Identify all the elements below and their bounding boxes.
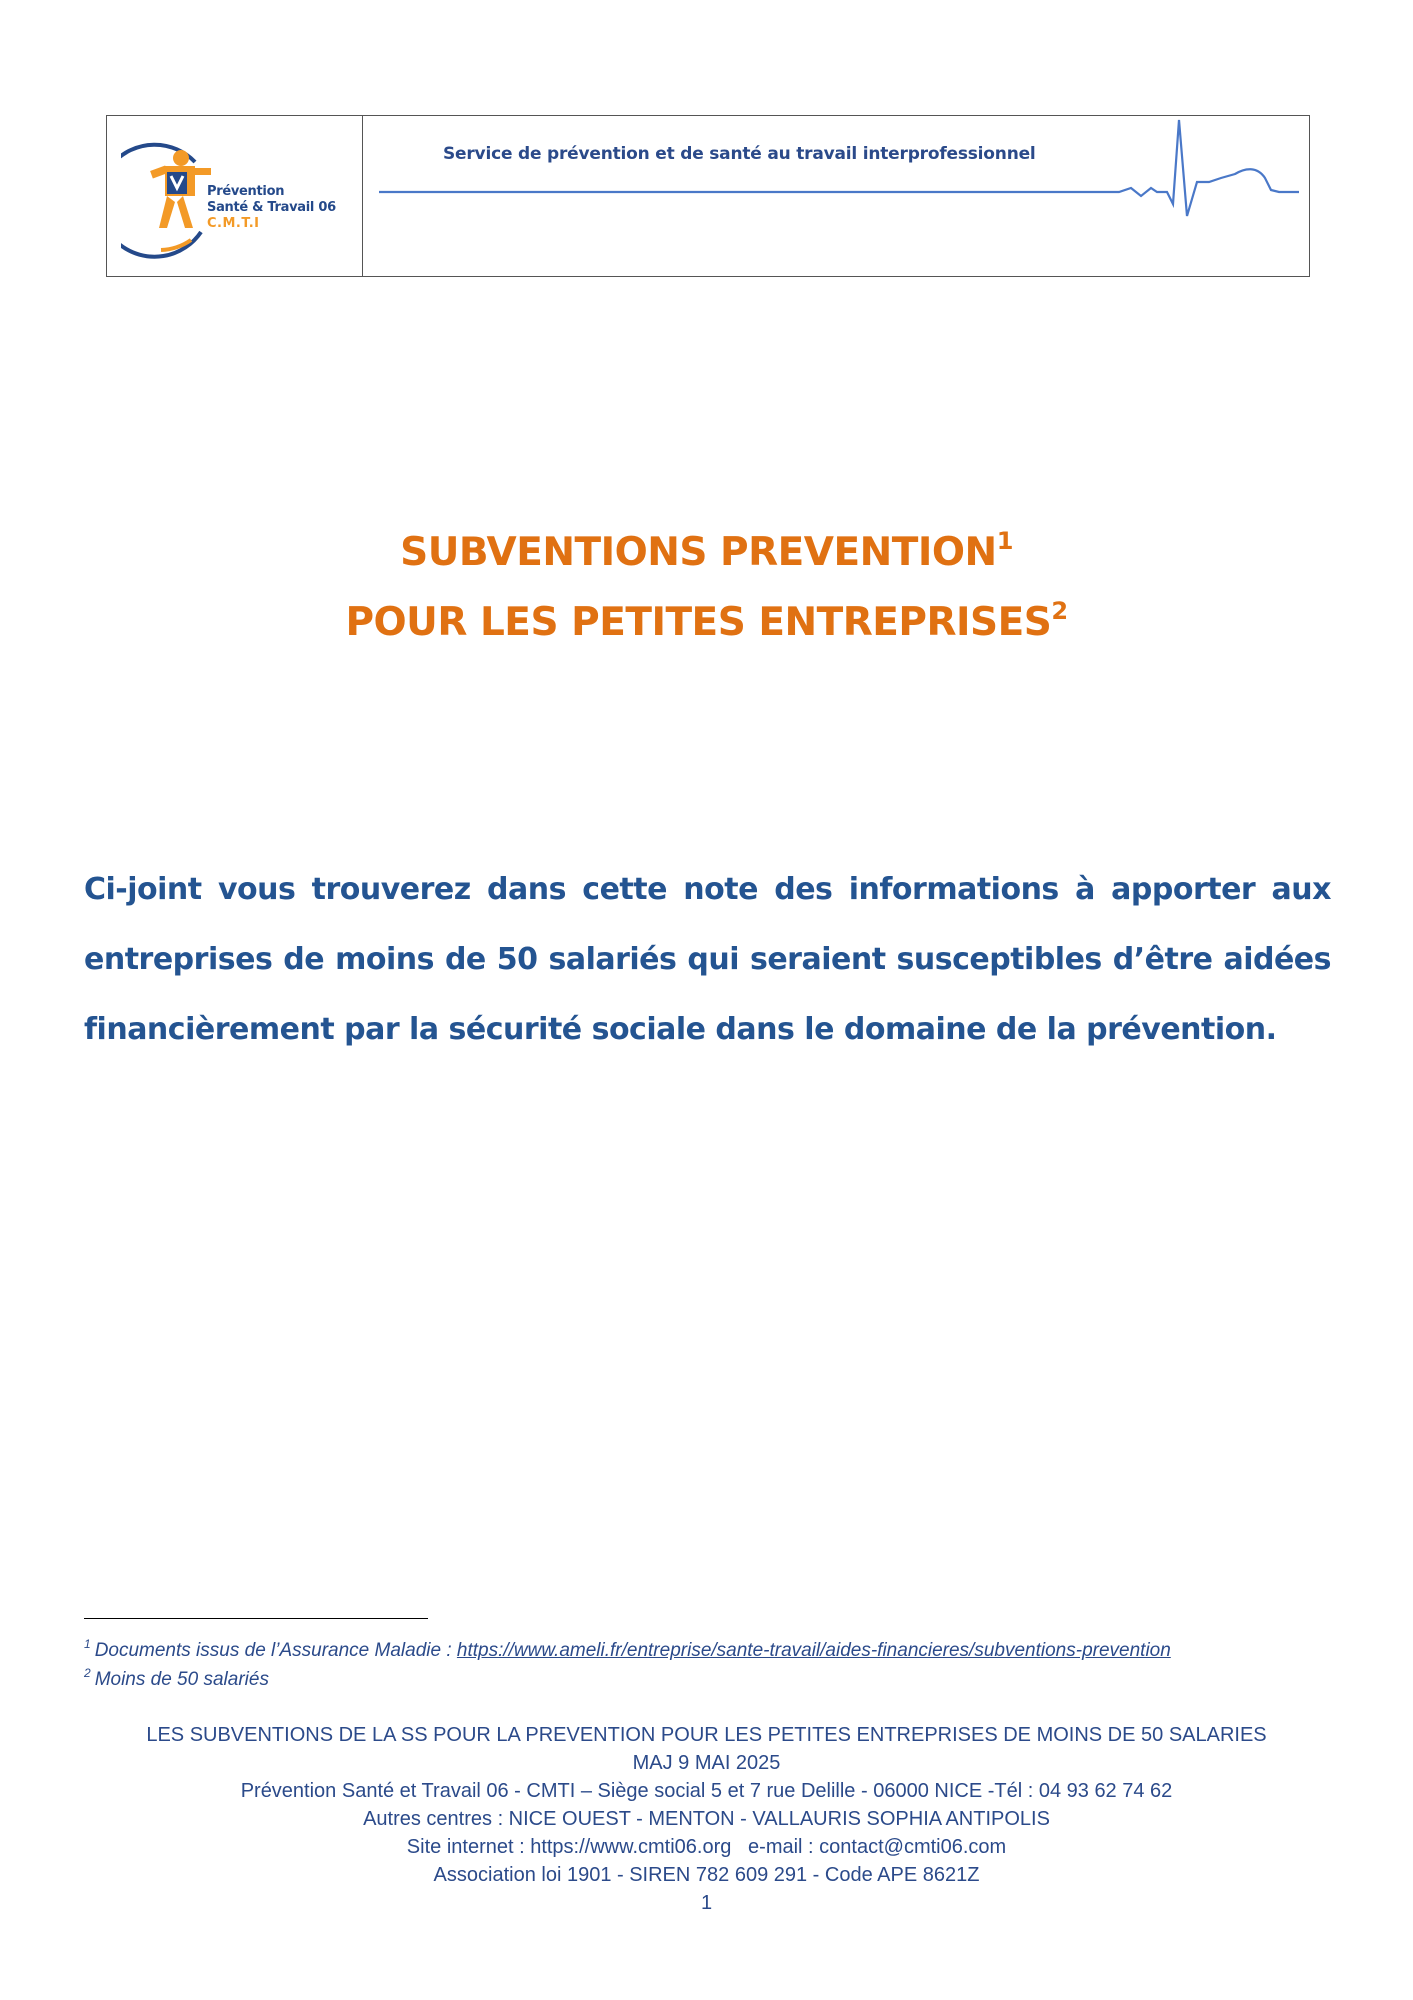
ecg-line-icon: [379, 116, 1299, 276]
footnote-1-link[interactable]: https://www.ameli.fr/entreprise/sante-travail/aides-financieres/subventions-prevention: [456, 1640, 1171, 1661]
logo-cell: [107, 116, 363, 276]
title-line-2: [0, 588, 1413, 658]
footer-line-5: Site internet : https://www.cmti06.org e-mail : contact@cmti06.com: [406, 1836, 1007, 1858]
title-line-1: [0, 518, 1413, 588]
logo-icon: [121, 132, 211, 262]
footer-line-1: LES SUBVENTIONS DE LA SS POUR LA PREVENTION POUR LES PETITES ENTREPRISES DE MOINS DE 50 SALARIES: [146, 1724, 1267, 1746]
header-banner: [363, 116, 1309, 276]
footnote-2-number: 2: [84, 1666, 91, 1680]
footer-line-2: MAJ 9 MAI 2025: [632, 1752, 781, 1774]
document-header: [106, 115, 1310, 277]
footnotes: [84, 1636, 1171, 1694]
footnote-2: [84, 1665, 1171, 1694]
footer-line-4: Autres centres : NICE OUEST - MENTON - VALLAURIS SOPHIA ANTIPOLIS: [363, 1808, 1050, 1830]
logo-line-2: Santé & Travail 06: [207, 200, 336, 215]
footnote-1: [84, 1636, 1171, 1665]
footnote-1-number: 1: [84, 1637, 91, 1651]
logo-text: [207, 184, 336, 232]
footnote-2-text: Moins de 50 salariés: [94, 1669, 269, 1690]
footnote-1-text: Documents issus de l’Assurance Maladie :: [94, 1640, 457, 1661]
page-footer: [0, 1721, 1413, 1917]
page-number: 1: [700, 1892, 713, 1914]
title-line-2-text: POUR LES PETITES ENTREPRISES: [345, 600, 1052, 645]
document-title: [0, 518, 1413, 658]
service-title: Service de prévention et de santé au travail interprofessionnel: [443, 144, 1036, 164]
footnote-separator: [84, 1618, 428, 1619]
footnote-ref-1: 1: [996, 527, 1013, 555]
footer-line-3: Prévention Santé et Travail 06 - CMTI – Siège social 5 et 7 rue Delille - 06000 NICE -Tél : 04 93 62 74 62: [240, 1780, 1173, 1802]
intro-paragraph: Ci-joint vous trouverez dans cette note des informations à apporter aux entreprises de moins de 50 salariés qui seraient susceptibles d’être aidées financièrement par la sécurité sociale dans le domaine de la prévention.: [84, 872, 1331, 1047]
logo-line-3: C.M.T.I: [207, 216, 260, 231]
footer-line-6: Association loi 1901 - SIREN 782 609 291 - Code APE 8621Z: [433, 1864, 980, 1886]
footnote-ref-2: 2: [1051, 597, 1068, 625]
logo-line-1: Prévention: [207, 184, 285, 199]
title-line-1-text: SUBVENTIONS PREVENTION: [400, 530, 997, 575]
